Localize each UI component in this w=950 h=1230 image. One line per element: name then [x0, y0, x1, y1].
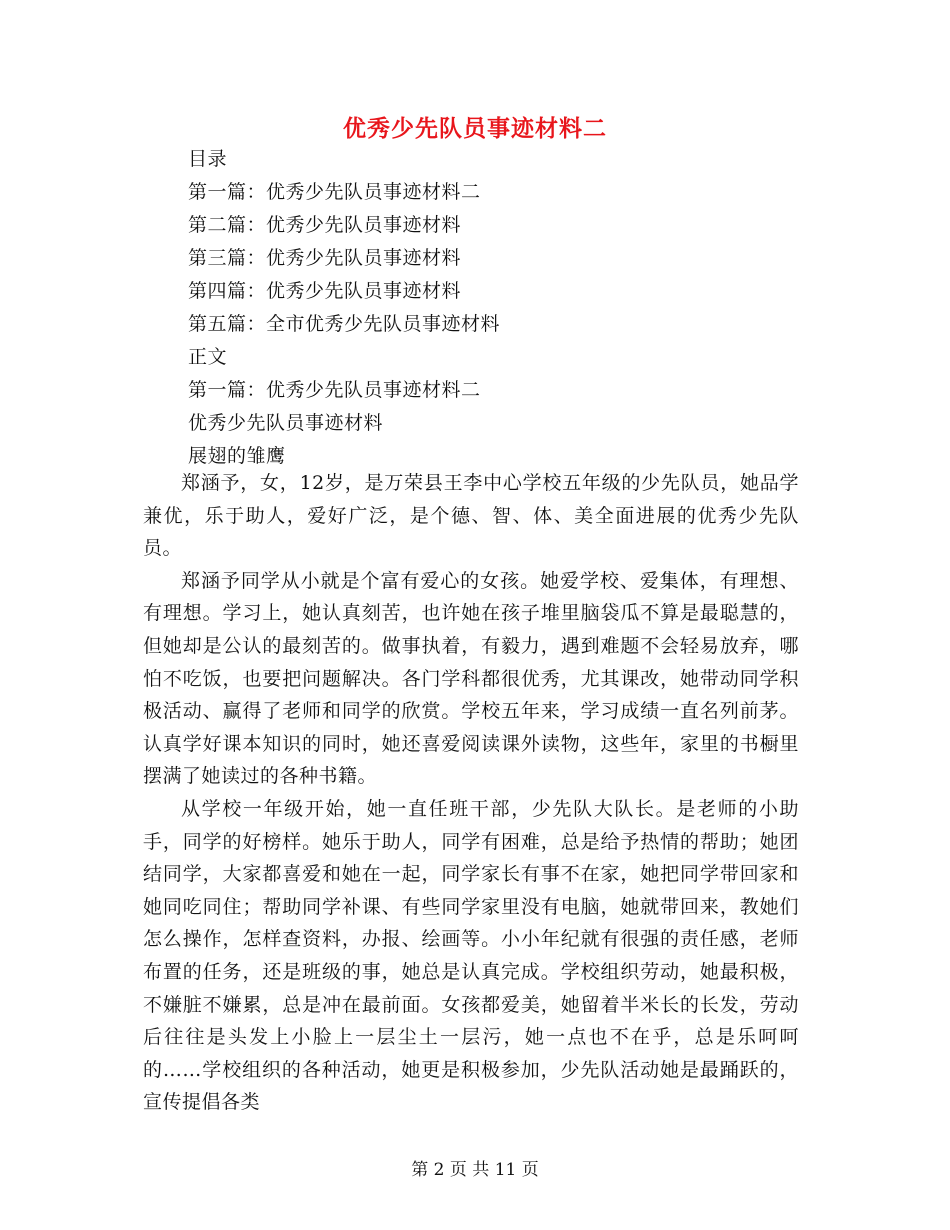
article-title: 展翅的雏鹰 [188, 445, 286, 467]
body-heading: 正文 [188, 346, 228, 368]
toc-item-4: 第四篇：优秀少先队员事迹材料 [188, 280, 462, 302]
document-title: 优秀少先队员事迹材料二 [343, 115, 607, 142]
page-footer: 第 2 页 共 11 页 [411, 1160, 539, 1180]
table-of-contents [188, 143, 808, 473]
section-heading: 第一篇：优秀少先队员事迹材料二 [188, 379, 481, 401]
paragraph-3: 从学校一年级开始，她一直任班干部，少先队大队长。是老师的小助手，同学的好榜样。她乐于助人，同学有困难，总是给予热情的帮助；她团结同学，大家都喜爱和她在一起，同学家长有事不在家，她把同学带回家和她同吃同住；帮助同学补课、有些同学家里没有电脑，她就带回来，教她们怎么操作，怎样查资料，办报、绘画等。小小年纪就有很强的责任感，老师布置的任务，还是班级的事，她总是认真完成。学校组织劳动，她最积极，不嫌脏不嫌累，总是冲在最前面。女孩都爱美，她留着半米长的长发，劳动后往往是头发上小脸上一层尘土一层污，她一点也不在乎，总是乐呵呵的……学校组织的各种活动，她更是积极参加，少先队活动她是最踊跃的，宣传提倡各类 [143, 797, 799, 1114]
section-subheading: 优秀少先队员事迹材料 [188, 412, 384, 434]
toc-heading: 目录 [188, 148, 228, 170]
paragraph-2: 郑涵予同学从小就是个富有爱心的女孩。她爱学校、爱集体，有理想、有理想。学习上，她认真刻苦，也许她在孩子堆里脑袋瓜不算是最聪慧的，但她却是公认的最刻苦的。做事执着，有毅力，遇到难题不会轻易放弃，哪怕不吃饭，也要把问题解决。各门学科都很优秀，尤其课改，她带动同学积极活动、赢得了老师和同学的欣赏。学校五年来，学习成绩一直名列前茅。认真学好课本知识的同时，她还喜爱阅读课外读物，这些年，家里的书橱里摆满了她读过的各种书籍。 [143, 569, 799, 788]
toc-item-2: 第二篇：优秀少先队员事迹材料 [188, 214, 462, 236]
toc-item-5: 第五篇：全市优秀少先队员事迹材料 [188, 313, 501, 335]
toc-item-3: 第三篇：优秀少先队员事迹材料 [188, 247, 462, 269]
article-body [143, 467, 799, 1119]
toc-item-1: 第一篇：优秀少先队员事迹材料二 [188, 181, 481, 203]
paragraph-1: 郑涵予，女，12岁，是万荣县王李中心学校五年级的少先队员，她品学兼优，乐于助人，爱好广泛，是个德、智、体、美全面进展的优秀少先队员。 [143, 472, 799, 560]
